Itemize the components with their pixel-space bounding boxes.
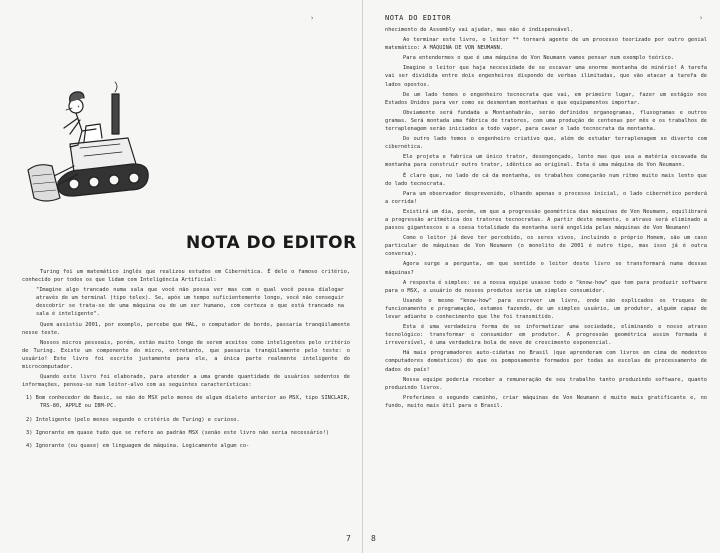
list-item: 2) Inteligente (pelo menos segundo o critério de Turing) e curioso. [26, 416, 240, 423]
chapter-heading: NOTA DO EDITOR [186, 233, 357, 253]
paragraph: Imagine o leitor que haja necessidade de se escavar uma enorme montanha de minério! A tarefa vai ser dividida entre dois engenheiros dispondo de verbas ilimitadas, que vão atacar a tarefa de lados opostos. [385, 65, 707, 88]
paragraph: Para um observador desprevenido, olhando apenas o processo inicial, o lado cibernético perderá a corrida! [385, 190, 707, 205]
paragraph: Agora surge a pergunta, em que sentido o leitor deste livro se transformará numa dessas máquinas? [385, 261, 707, 276]
right-page-number: 8 [371, 534, 376, 543]
paragraph: A resposta é simples: se a nossa equipe usasse todo o "know-how" que tem para produzir software para o MSX, o usuário de nossos produtos seria um simples consumidor. [385, 279, 707, 294]
turing-quote: "Imagine algo trancado numa sala que você não possa ver mas com o qual você possa dialogar através de um terminal (tipo telex). Se, após um tempo suficientemente longo, você não conseguir descobrir se trata-se de uma máquina ou de um ser humano, com certeza o que está trancado na sala é inteligente". [36, 287, 344, 318]
right-corner-mark: › [699, 14, 704, 22]
paragraph: Existirá um dia, porém, em que a progressão geométrica das máquinas de Von Neumann, equilibrará a progressão aritmética dos tratores tecnocratas. A partir deste momento, o atraso será eliminado a passos gigantescos e a coesa totalidade da montanha será engolida pelas máquinas de Von Neumann! [385, 208, 707, 232]
left-corner-mark: › [310, 14, 315, 22]
paragraph: Usando o mesmo "know-how" para escrever um livro, onde são explicados os truques de funcionamento e programação, estamos fazendo, de um simples usuário, um produtor, alguém capaz de levar adiante o conhecimento que lhe foi transmitido. [385, 297, 707, 320]
list-item: 4) Ignorante (ou quase) em linguagem de máquina. Logicamente algum co- [26, 442, 250, 449]
paragraph: De um lado temos o engenheiro tecnocrata que vai, em primeiro lugar, fazer um estágio nos Estados Unidos para ver como se desmontam montanhas e que equipamentos importar. [385, 91, 707, 106]
paragraph: Nossa equipe poderia receber a remuneração de seu trabalho tanto produzindo software, quanto produzindo livros. [385, 376, 707, 391]
paragraph: Nossos micros pessoais, porém, estão muito longe de serem aceitos como inteligentes pelo critério de Turing. Existe um componente do micro, entretanto, que passaria tranqüilamente pelo teste: o usuário! Este livro foi escrito justamente para ele, a única parte realmente inteligente do microcomputador. [22, 339, 350, 371]
paragraph: Ele projeta e fabrica um único trator, desengonçado, lento mas que usa a matéria escavada da montanha para construir outro trator, idêntico ao original. Esta é uma máquina de Von Neumann. [385, 154, 707, 169]
bulldozer-cartoon-illustration [14, 70, 164, 220]
right-page [362, 0, 720, 553]
paragraph: Preferimos o segundo caminho, criar máquinas de Von Neumann é muito mais gratificante e, no fundo, muito mais útil para o Brasil. [385, 394, 707, 409]
left-page-number: 7 [346, 534, 351, 543]
paragraph: Ao terminar este livro, o leitor ** tornará agente de um processo teorizado por outro genial matemático: A MÁQUINA DE VON NEUMANN. [385, 37, 707, 52]
paragraph: nhecimento de Assembly vai ajudar, mas não é indispensável. [385, 27, 574, 33]
list-item: 1) Bom conhecedor de Basic, se não do MSX pelo menos de algum dialeto anterior ao MSX, tipo SINCLAIR, TRS-80, APPLE ou IBM-PC. [26, 395, 350, 410]
paragraph: Do outro lado temos o engenheiro criativo que, além de estudar terraplenagem se diverte com cibernética. [385, 136, 707, 151]
paragraph: Turing foi um matemático inglês que realizou estudos em Cibernética. É dele o famoso critério, conhecido por todos os que lidam com Inteligência Artificial: [22, 269, 350, 284]
running-head: NOTA DO EDITOR [385, 14, 452, 22]
paragraph: Há mais programadores auto-cidatas no Brasil (que aprenderam com livros em cima de modestos computadores domésticos) do que os pomposamente formados por todas as escolas de processamento de dados do país! [385, 350, 707, 373]
paragraph: Esta é uma verdadeira forma de se informatizar uma sociedade, eliminando o nosso atraso tecnológico: transformar o consumidor em produtor. A progressão geométrica assim formada é irreversível, é uma verdadeira bola de neve de crescimento exponencial. [385, 324, 707, 347]
paragraph: É claro que, no lado de cá da montanha, os trabalhos começarão num ritmo muito mais lento que do lado tecnocrata. [385, 172, 707, 187]
left-body-text [22, 268, 350, 452]
paragraph: Para entendermos o que é uma máquina de Von Neumann vamos pensar num exemplo teórico. [403, 55, 675, 62]
paragraph: Como o leitor já deve ter percebido, os seres vivos, incluindo o próprio Homem, são um caso particular de máquinas de Von Neumann (o monolito de 2001 é outro tipo, mas isso já é outra conversa). [385, 235, 707, 258]
list-item: 3) Ignorante em quase tudo que se refere ao padrão MSX (senão este livro não seria necessário!) [26, 429, 329, 436]
right-body-text [385, 26, 707, 412]
paragraph: Quem assistiu 2001, por exemplo, percebe que HAL, o computador de bordo, passaria tranqüilamente nesse teste. [22, 321, 350, 336]
paragraph: Obviamente será fundada a Montanhabrás, serão definidos organogramas, fluxogramas e outros gramas. Será montada uma fábrica de tratores, com uma produção de centenas por mês e os trabalhos de terraplenagem serão iniciados a todo vapor, para cavar o lado tecnocrata da montanha. [385, 109, 707, 133]
paragraph: Quando este livro foi elaborado, para atender a uma grande quantidade de usuários sedentos de informações, pensou-se num leitor-alvo com as seguintes características: [22, 374, 350, 389]
